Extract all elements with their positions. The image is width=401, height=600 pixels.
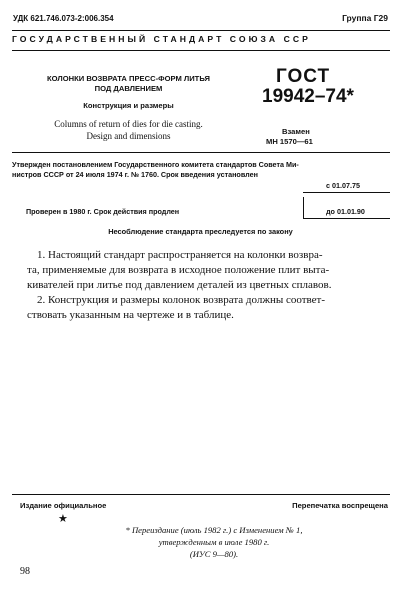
title-ru-line-1: КОЛОНКИ ВОЗВРАТА ПРЕСС-ФОРМ ЛИТЬЯ bbox=[47, 74, 210, 83]
header-bottom-rule bbox=[12, 50, 390, 51]
header-top-rule bbox=[12, 30, 390, 31]
approval-line-2: нистров СССР от 24 июля 1974 г. № 1760. Срок введения установлен bbox=[12, 170, 258, 179]
group-code: Группа Г29 bbox=[342, 13, 388, 23]
replaces-label: Взамен bbox=[282, 127, 310, 136]
replaces-value: МН 1570—61 bbox=[266, 137, 313, 146]
title-en-line-1: Columns of return of dies for die casting. bbox=[54, 119, 203, 129]
footer-rule bbox=[12, 494, 390, 495]
star-icon: ★ bbox=[58, 513, 68, 525]
approval-text bbox=[12, 160, 392, 180]
approval-line-1: Утвержден постановлением Государственного комитета стандартов Совета Ми- bbox=[12, 160, 299, 169]
start-date-rule bbox=[303, 192, 390, 193]
paragraph-1 bbox=[27, 248, 395, 293]
official-edition: Издание официальное bbox=[20, 501, 107, 510]
paragraph-1-line-2: та, применяемые для возврата в исходное положение плит выта- bbox=[27, 264, 330, 276]
start-date: с 01.07.75 bbox=[326, 181, 360, 190]
end-date: до 01.01.90 bbox=[326, 207, 365, 216]
paragraph-2-line-1: 2. Конструкция и размеры колонок возврата должны соответ- bbox=[37, 294, 326, 306]
title-en bbox=[36, 118, 221, 142]
reissue-note bbox=[84, 524, 344, 560]
reissue-line-2: утвержденным в июле 1980 г. bbox=[158, 537, 270, 547]
title-ru bbox=[36, 74, 221, 94]
paragraph-2 bbox=[27, 293, 395, 323]
paragraph-1-line-1: 1. Настоящий стандарт распространяется на колонки возвра- bbox=[37, 249, 323, 261]
reprint-prohibited: Перепечатка воспрещена bbox=[292, 501, 388, 510]
standard-banner: ГОСУДАРСТВЕННЫЙ СТАНДАРТ СОЮЗА ССР bbox=[12, 34, 311, 44]
gost-number: 19942–74* bbox=[262, 86, 354, 107]
title-divider bbox=[12, 152, 390, 153]
title-en-line-2: Design and dimensions bbox=[86, 131, 171, 141]
check-text: Проверен в 1980 г. Срок действия продлен bbox=[26, 207, 180, 216]
reissue-line-3: (ИУС 9—80). bbox=[189, 549, 239, 559]
title-ru-line-2: ПОД ДАВЛЕНИЕМ bbox=[94, 84, 163, 93]
end-date-rule bbox=[303, 218, 390, 219]
gost-label: ГОСТ bbox=[276, 66, 331, 87]
paragraph-2-line-2: ствовать указанным на чертеже и в таблице. bbox=[27, 309, 234, 321]
paragraph-1-line-3: кивателей при литье под давлением деталей из цветных сплавов. bbox=[27, 279, 332, 291]
title-ru-subtitle: Конструкция и размеры bbox=[83, 101, 174, 110]
page-number: 98 bbox=[20, 566, 30, 577]
udk-code: УДК 621.746.073-2:006.354 bbox=[13, 14, 114, 23]
legal-notice: Несоблюдение стандарта преследуется по закону bbox=[108, 227, 293, 236]
date-vertical-rule bbox=[303, 197, 304, 219]
reissue-line-1: * Переиздание (июль 1982 г.) с Изменением № 1, bbox=[125, 525, 303, 535]
